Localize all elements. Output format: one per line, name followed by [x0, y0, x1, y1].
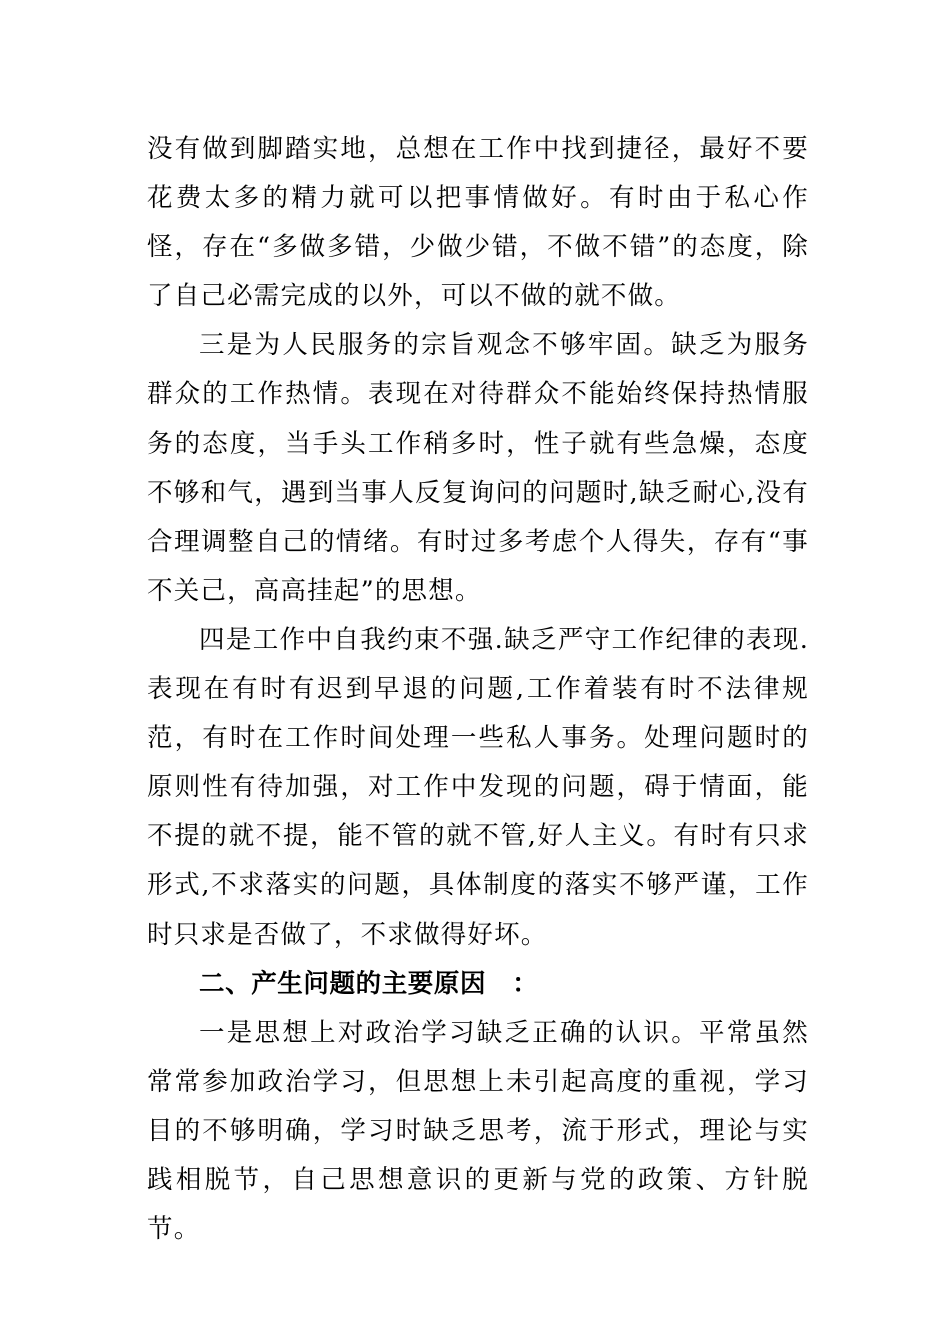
paragraph-self-discipline: 四是工作中自我约束不强.缺乏严守工作纪律的表现.表现在有时有迟到早退的问题,工作着装有时不法律规范，有时在工作时间处理一些私人事务。处理问题时的原则性有待加强，对工作中发现的问题，碍于情面，能不提的就不提，能不管的就不管,好人主义。有时有只求形式,不求落实的问题，具体制度的落实不够严谨，工作时只求是否做了，不求做得好坏。	[147, 624, 809, 950]
document-body	[147, 125, 809, 1254]
paragraph-political-study: 一是思想上对政治学习缺乏正确的认识。平常虽然常常参加政治学习，但思想上未引起高度的重视，学习目的不够明确，学习时缺乏思考，流于形式，理论与实践相脱节，自己思想意识的更新与党的政策、方针脱节。	[147, 1017, 809, 1245]
section-heading-causes: 二、产生问题的主要原因 ：	[199, 968, 539, 999]
paragraph-continuation: 没有做到脚踏实地，总想在工作中找到捷径，最好不要花费太多的精力就可以把事情做好。有时由于私心作怪，存在“多做多错，少做少错，不做不错”的态度，除了自己必需完成的以外，可以不做的就不做。	[147, 134, 809, 312]
paragraph-service-concept: 三是为人民服务的宗旨观念不够牢固。缺乏为服务群众的工作热情。表现在对待群众不能始终保持热情服务的态度，当手头工作稍多时，性子就有些急燥，态度不够和气，遇到当事人反复询问的问题时,缺乏耐心,没有合理调整自己的情绪。有时过多考虑个人得失，存有“事不关己，高高挂起”的思想。	[147, 330, 809, 606]
